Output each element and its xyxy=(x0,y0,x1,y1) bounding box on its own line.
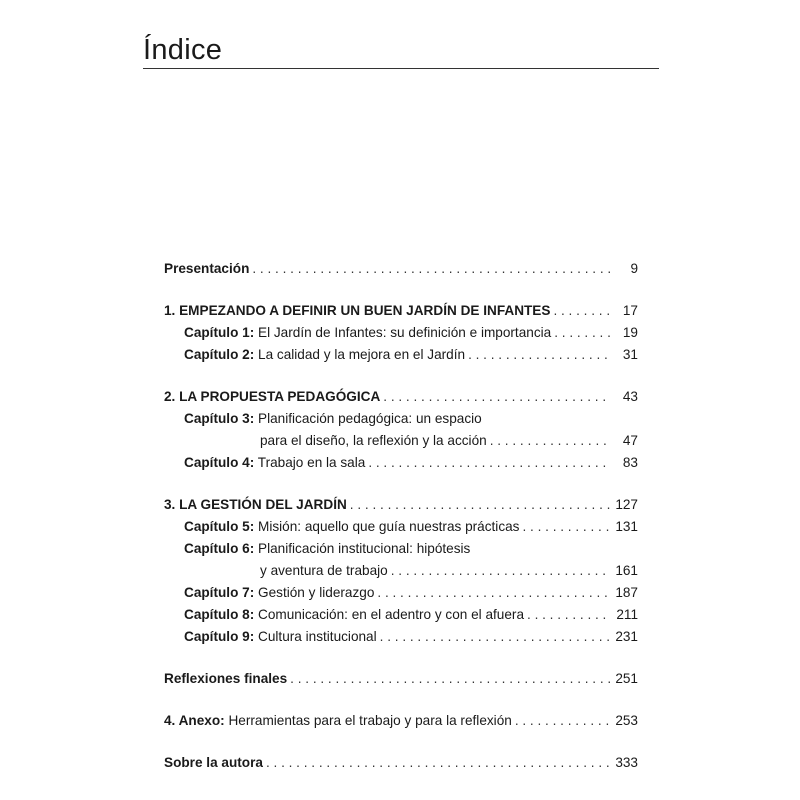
toc-entry-chapter-3-line-2 xyxy=(164,430,638,452)
entry-page: 19 xyxy=(622,325,638,340)
chapter-text: El Jardín de Infantes: su definición e importancia xyxy=(258,325,552,340)
entry-page: 47 xyxy=(622,433,638,448)
chapter-prefix: Capítulo 9: xyxy=(184,629,255,644)
chapter-prefix: Capítulo 8: xyxy=(184,607,255,622)
toc-entry-anexo xyxy=(164,710,638,732)
chapter-prefix: Capítulo 2: xyxy=(184,347,255,362)
chapter-text: Gestión y liderazgo xyxy=(258,585,375,600)
entry-page: 43 xyxy=(622,389,638,404)
toc-entry-autora xyxy=(164,752,638,774)
chapter-text-continued: para el diseño, la reflexión y la acción xyxy=(260,433,487,448)
entry-label: Sobre la autora xyxy=(164,755,263,770)
dot-leader xyxy=(515,710,611,732)
toc-entry-chapter-9 xyxy=(164,626,638,648)
anexo-prefix: 4. Anexo: xyxy=(164,713,225,728)
chapter-text: Misión: aquello que guía nuestras prácticas xyxy=(258,519,520,534)
entry-label: 3. LA GESTIÓN DEL JARDÍN xyxy=(164,497,347,512)
dot-leader xyxy=(522,516,611,538)
chapter-prefix: Capítulo 5: xyxy=(184,519,255,534)
toc-entry-chapter-7 xyxy=(164,582,638,604)
entry-page: 83 xyxy=(622,455,638,470)
dot-leader xyxy=(468,344,611,366)
entry-label: Reflexiones finales xyxy=(164,671,288,686)
dot-leader xyxy=(391,560,611,582)
toc-entry-chapter-2 xyxy=(164,344,638,366)
chapter-prefix: Capítulo 6: xyxy=(184,541,255,556)
chapter-prefix: Capítulo 7: xyxy=(184,585,255,600)
chapter-prefix: Capítulo 1: xyxy=(184,325,255,340)
dot-leader xyxy=(527,604,611,626)
title-rule xyxy=(143,68,659,69)
chapter-text: La calidad y la mejora en el Jardín xyxy=(258,347,466,362)
chapter-text: Trabajo en la sala xyxy=(257,455,366,470)
entry-page: 231 xyxy=(615,629,638,644)
chapter-text: Comunicación: en el adentro y con el afuera xyxy=(258,607,525,622)
entry-page: 131 xyxy=(615,519,638,534)
chapter-prefix: Capítulo 3: xyxy=(184,411,255,426)
entry-page: 31 xyxy=(622,347,638,362)
toc-entry-presentacion xyxy=(164,258,638,280)
entry-page: 127 xyxy=(615,497,638,512)
dot-leader xyxy=(377,582,611,604)
toc-entry-chapter-4 xyxy=(164,452,638,474)
entry-page: 9 xyxy=(630,261,638,276)
dot-leader xyxy=(368,452,611,474)
table-of-contents xyxy=(164,258,638,774)
toc-entry-reflexiones xyxy=(164,668,638,690)
toc-entry-chapter-1 xyxy=(164,322,638,344)
entry-page: 161 xyxy=(615,563,638,578)
entry-page: 333 xyxy=(615,755,638,770)
chapter-prefix: Capítulo 4: xyxy=(184,455,255,470)
toc-entry-chapter-6-line-1 xyxy=(164,538,638,560)
dot-leader xyxy=(380,626,611,648)
dot-leader xyxy=(554,322,611,344)
dot-leader xyxy=(266,752,611,774)
chapter-text: Planificación institucional: hipótesis xyxy=(258,541,471,556)
toc-entry-part-3 xyxy=(164,494,638,516)
dot-leader xyxy=(290,668,611,690)
toc-entry-part-1 xyxy=(164,300,638,322)
toc-entry-chapter-5 xyxy=(164,516,638,538)
dot-leader xyxy=(252,258,611,280)
entry-label: 1. EMPEZANDO A DEFINIR UN BUEN JARDÍN DE INFANTES xyxy=(164,303,551,318)
chapter-text: Planificación pedagógica: un espacio xyxy=(258,411,482,426)
entry-page: 251 xyxy=(615,671,638,686)
page-title: Índice xyxy=(143,34,223,66)
toc-entry-chapter-6-line-2 xyxy=(164,560,638,582)
dot-leader xyxy=(383,386,611,408)
entry-label: Presentación xyxy=(164,261,250,276)
dot-leader xyxy=(350,494,611,516)
dot-leader xyxy=(490,430,611,452)
chapter-text-continued: y aventura de trabajo xyxy=(260,563,388,578)
toc-entry-part-2 xyxy=(164,386,638,408)
entry-page: 17 xyxy=(622,303,638,318)
toc-entry-chapter-8 xyxy=(164,604,638,626)
entry-page: 211 xyxy=(616,607,638,622)
entry-label: 2. LA PROPUESTA PEDAGÓGICA xyxy=(164,389,381,404)
entry-page: 187 xyxy=(615,585,638,600)
chapter-text: Cultura institucional xyxy=(258,629,377,644)
dot-leader xyxy=(553,300,611,322)
anexo-text: Herramientas para el trabajo y para la reflexión xyxy=(228,713,512,728)
toc-entry-chapter-3-line-1 xyxy=(164,408,638,430)
entry-page: 253 xyxy=(615,713,638,728)
